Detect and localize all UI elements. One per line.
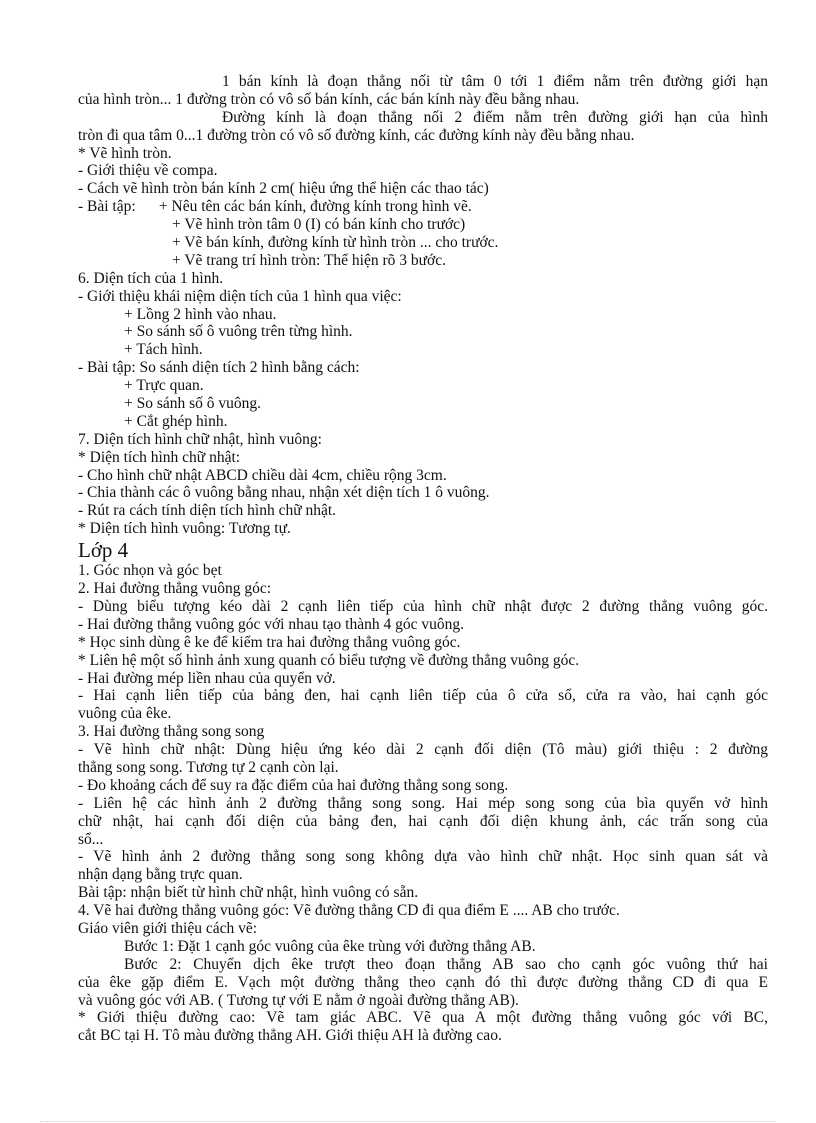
text-line: - Bài tập: So sánh diện tích 2 hình bằng cách: — [78, 359, 360, 377]
text-line: của êke gặp điểm E. Vạch một đường thẳng theo cạnh đó thì được đường thẳng CD đi qua E — [78, 973, 768, 991]
text-line: - Bài tập: + Nêu tên các bán kính, đường kính trong hình vẽ. — [78, 198, 472, 216]
text-line: - Rút ra cách tính diện tích hình chữ nhật. — [78, 502, 337, 520]
page-bottom-divider — [40, 1121, 776, 1122]
document-body — [78, 73, 768, 1045]
text-line: * Liên hệ một số hình ảnh xung quanh có biểu tượng về đường thẳng vuông góc. — [78, 651, 580, 669]
text-line: cắt BC tại H. Tô màu đường thẳng AH. Giới thiệu AH là đường cao. — [78, 1027, 502, 1045]
text-line: - Chia thành các ô vuông bằng nhau, nhận xét diện tích 1 ô vuông. — [78, 484, 490, 502]
text-line: thẳng song song. Tương tự 2 cạnh còn lại. — [78, 758, 339, 776]
text-line: - Cho hình chữ nhật ABCD chiều dài 4cm, chiều rộng 3cm. — [78, 466, 447, 484]
text-line: Giáo viên giới thiệu cách vẽ: — [78, 919, 258, 937]
text-line: và vuông góc với AB. ( Tương tự với E nằm ở ngoài đường thẳng AB). — [78, 991, 519, 1009]
text-line: * Học sinh dùng ê ke để kiểm tra hai đường thẳng vuông góc. — [78, 633, 461, 651]
text-line: Đường kính là đoạn thẳng nối 2 điểm nằm trên đường giới hạn của hình — [222, 108, 768, 126]
text-line: - Cách vẽ hình tròn bán kính 2 cm( hiệu ứng thể hiện các thao tác) — [78, 180, 489, 198]
text-line: - Giới thiệu về compa. — [78, 162, 218, 180]
text-line: * Vẽ hình tròn. — [78, 144, 172, 162]
text-line: + Cắt ghép hình. — [124, 412, 228, 430]
text-line: tròn đi qua tâm 0...1 đường tròn có vô số đường kính, các đường kính này đều bằng nhau. — [78, 126, 635, 144]
text-line: - Dùng biểu tượng kéo dài 2 cạnh liên tiếp của hình chữ nhật được 2 đường thẳng vuông góc. — [78, 597, 768, 615]
text-line: - Vẽ hình chữ nhật: Dùng hiệu ứng kéo dài 2 cạnh đối diện (Tô màu) giới thiệu : 2 đường — [78, 741, 768, 759]
text-line: chữ nhật, hai cạnh đối diện của bảng đen, hai cạnh đối diện khung ảnh, các trấn song của — [78, 812, 768, 830]
text-line: * Diện tích hình vuông: Tương tự. — [78, 520, 291, 538]
text-line: sổ... — [78, 830, 104, 848]
text-line: của hình tròn... 1 đường tròn có vô số bán kính, các bán kính này đều bằng nhau. — [78, 90, 580, 108]
text-line: nhận dạng bằng trực quan. — [78, 866, 243, 884]
text-line: Bước 1: Đặt 1 cạnh góc vuông của êke trùng với đường thẳng AB. — [124, 937, 536, 955]
text-line: - Liên hệ các hình ảnh 2 đường thẳng song song. Hai mép song song của bìa quyển vở hình — [78, 794, 768, 812]
text-line: + Tách hình. — [124, 341, 203, 359]
text-line: - Hai đường thẳng vuông góc với nhau tạo thành 4 góc vuông. — [78, 615, 464, 633]
text-line: - Hai đường mép liền nhau của quyển vở. — [78, 669, 336, 687]
text-line: * Giới thiệu đường cao: Vẽ tam giác ABC. Vẽ qua A một đường thẳng vuông góc với BC, — [78, 1009, 768, 1027]
text-line: + Vẽ trang trí hình tròn: Thể hiện rõ 3 bước. — [172, 251, 447, 269]
text-line: - Giới thiệu khái niệm diện tích của 1 hình qua việc: — [78, 287, 402, 305]
text-line: Bài tập: nhận biết từ hình chữ nhật, hình vuông có sẵn. — [78, 884, 419, 902]
text-line: 4. Vẽ hai đường thẳng vuông góc: Vẽ đường thẳng CD đi qua điểm E .... AB cho trước. — [78, 902, 620, 920]
text-line: 3. Hai đường thẳng song song — [78, 723, 265, 741]
text-line: + Vẽ bán kính, đường kính từ hình tròn ... cho trước. — [172, 234, 499, 252]
text-line: 1. Góc nhọn và góc bẹt — [78, 562, 222, 580]
text-line: + So sánh số ô vuông. — [124, 395, 262, 413]
text-line: + So sánh số ô vuông trên từng hình. — [124, 323, 353, 341]
text-line: - Hai cạnh liên tiếp của bảng đen, hai cạnh liên tiếp của ô cửa sổ, cửa ra vào, hai cạnh góc — [78, 687, 768, 705]
text-line: + Lồng 2 hình vào nhau. — [124, 305, 277, 323]
text-line: 2. Hai đường thẳng vuông góc: — [78, 580, 272, 598]
text-line: Bước 2: Chuyển dịch êke trượt theo đoạn thẳng AB sao cho cạnh góc vuông thứ hai — [124, 955, 768, 973]
text-line: - Đo khoảng cách để suy ra đặc điểm của hai đường thẳng song song. — [78, 776, 509, 794]
text-line: + Trực quan. — [124, 377, 204, 395]
text-line: 7. Diện tích hình chữ nhật, hình vuông: — [78, 430, 322, 448]
section-heading: Lớp 4 — [78, 538, 129, 563]
text-line: 6. Diện tích của 1 hình. — [78, 269, 224, 287]
text-line: + Vẽ hình tròn tâm 0 (I) có bán kính cho trước) — [172, 216, 466, 234]
text-line: - Vẽ hình ảnh 2 đường thẳng song song không dựa vào hình chữ nhật. Học sinh quan sát và — [78, 848, 768, 866]
text-line: vuông của êke. — [78, 705, 172, 723]
text-line: * Diện tích hình chữ nhật: — [78, 448, 241, 466]
text-line: 1 bán kính là đoạn thẳng nối từ tâm 0 tới 1 điểm nằm trên đường giới hạn — [222, 73, 768, 90]
